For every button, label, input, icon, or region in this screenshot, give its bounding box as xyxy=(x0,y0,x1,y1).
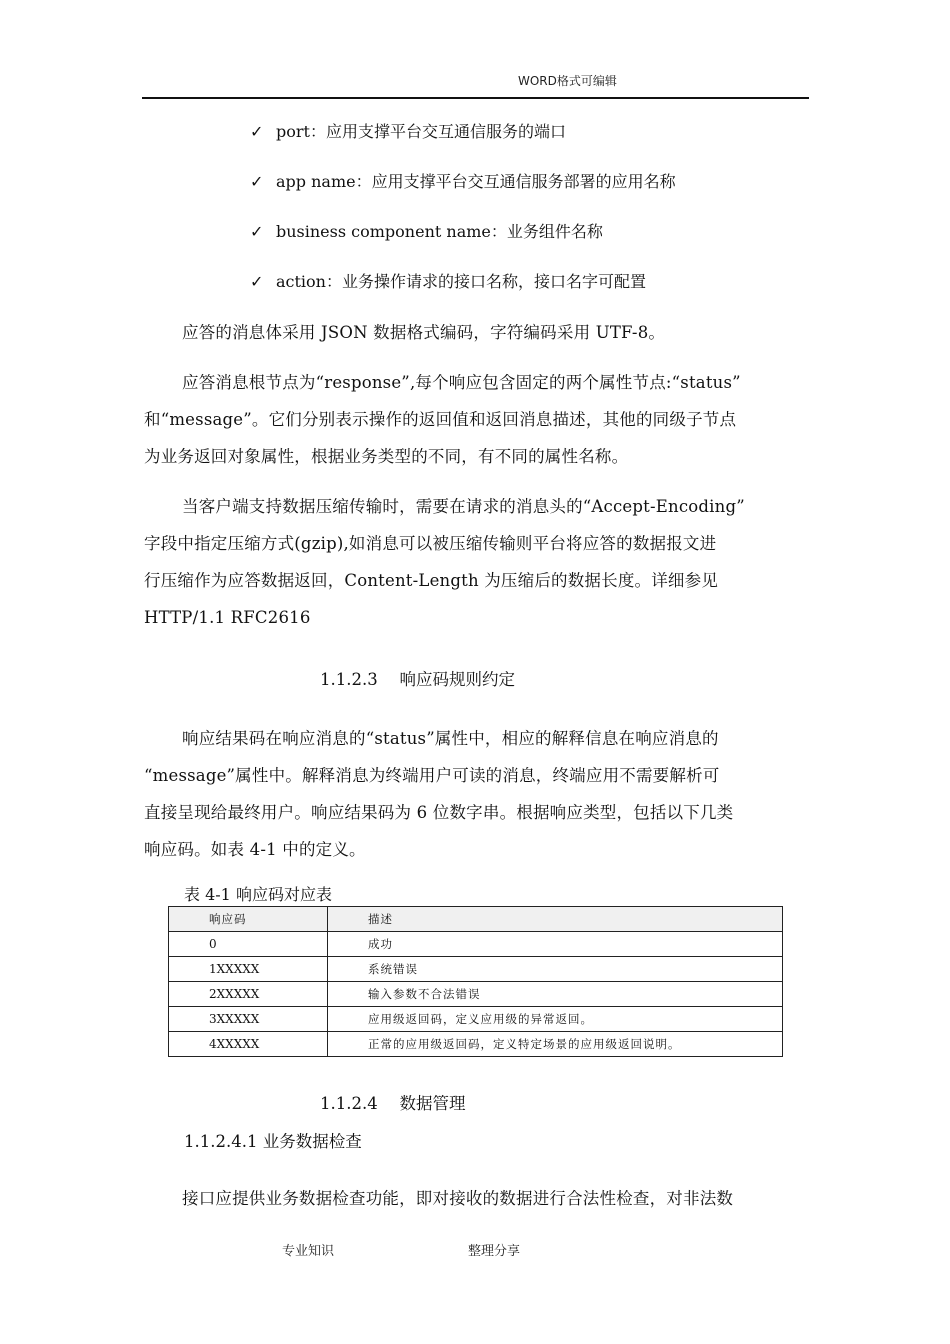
check-icon: ✓ xyxy=(250,222,264,241)
paragraph-response-code xyxy=(144,720,812,868)
table-cell-description: 应用级返回码，定义应用级的异常返回。 xyxy=(328,1007,783,1032)
table-cell-code: 3XXXXX xyxy=(169,1007,328,1032)
table-cell-description: 系统错误 xyxy=(328,957,783,982)
paragraph-data-check xyxy=(144,1180,812,1217)
paragraph-encoding xyxy=(144,314,812,351)
table-cell-code: 4XXXXX xyxy=(169,1032,328,1057)
check-icon: ✓ xyxy=(250,272,264,291)
paragraph-line: 应答消息根节点为“response”,每个响应包含固定的两个属性节点:“status” xyxy=(182,373,741,392)
paragraph-line: 接口应提供业务数据检查功能，即对接收的数据进行合法性检查，对非法数 xyxy=(182,1189,734,1208)
page-header: WORD格式可编辑 xyxy=(518,74,617,88)
bullet-text: app name：应用支撑平台交互通信服务部署的应用名称 xyxy=(276,172,676,191)
paragraph-line: 和“message”。它们分别表示操作的返回值和返回消息描述，其他的同级子节点 xyxy=(144,410,737,429)
table-cell-code: 2XXXXX xyxy=(169,982,328,1007)
paragraph-line: 行压缩作为应答数据返回，Content-Length 为压缩后的数据长度。详细参见 xyxy=(144,571,719,590)
bullet-port xyxy=(250,120,566,144)
paragraph-compression xyxy=(144,488,812,636)
footer-left: 专业知识 xyxy=(282,1244,335,1259)
paragraph-line: 当客户端支持数据压缩传输时，需要在请求的消息头的“Accept-Encoding” xyxy=(182,497,745,516)
section-heading-1124: 1.1.2.4 数据管理 xyxy=(320,1094,466,1113)
bullet-app-name xyxy=(250,170,676,194)
table-cell-code: 0 xyxy=(169,932,328,957)
table-row xyxy=(169,957,783,982)
table-cell-description: 成功 xyxy=(328,932,783,957)
table-cell-code: 1XXXXX xyxy=(169,957,328,982)
table-row xyxy=(169,1007,783,1032)
paragraph-response-root xyxy=(144,364,812,475)
table-header-row xyxy=(169,907,783,932)
paragraph-line: HTTP/1.1 RFC2616 xyxy=(144,608,311,627)
header-rule xyxy=(142,97,809,99)
paragraph-line: 字段中指定压缩方式(gzip),如消息可以被压缩传输则平台将应答的数据报文进 xyxy=(144,534,717,553)
table-cell-description: 正常的应用级返回码，定义特定场景的应用级返回说明。 xyxy=(328,1032,783,1057)
table-row xyxy=(169,932,783,957)
paragraph-line: 直接呈现给最终用户。响应结果码为 6 位数字串。根据响应类型，包括以下几类 xyxy=(144,803,734,822)
table-cell-description: 输入参数不合法错误 xyxy=(328,982,783,1007)
bullet-action xyxy=(250,270,646,294)
bullet-text: port：应用支撑平台交互通信服务的端口 xyxy=(276,122,566,141)
section-heading-1123: 1.1.2.3 响应码规则约定 xyxy=(320,670,515,689)
footer-right: 整理分享 xyxy=(468,1244,521,1259)
bullet-text: business component name：业务组件名称 xyxy=(276,222,603,241)
response-code-table xyxy=(168,906,783,1057)
table-row xyxy=(169,1032,783,1057)
table-header-description: 描述 xyxy=(328,907,783,932)
check-icon: ✓ xyxy=(250,172,264,191)
paragraph-line: “message”属性中。解释消息为终端用户可读的消息，终端应用不需要解析可 xyxy=(144,766,720,785)
table-row xyxy=(169,982,783,1007)
paragraph-line: 应答的消息体采用 JSON 数据格式编码，字符编码采用 UTF-8。 xyxy=(182,323,666,342)
check-icon: ✓ xyxy=(250,122,264,141)
bullet-text: action：业务操作请求的接口名称，接口名字可配置 xyxy=(276,272,646,291)
table-header-code: 响应码 xyxy=(169,907,328,932)
bullet-business-component xyxy=(250,220,603,244)
paragraph-line: 响应码。如表 4-1 中的定义。 xyxy=(144,840,366,859)
paragraph-line: 响应结果码在响应消息的“status”属性中，相应的解释信息在响应消息的 xyxy=(182,729,719,748)
section-heading-11241: 1.1.2.4.1 业务数据检查 xyxy=(184,1132,362,1151)
table-caption: 表 4-1 响应码对应表 xyxy=(184,885,332,904)
paragraph-line: 为业务返回对象属性，根据业务类型的不同，有不同的属性名称。 xyxy=(144,447,629,466)
